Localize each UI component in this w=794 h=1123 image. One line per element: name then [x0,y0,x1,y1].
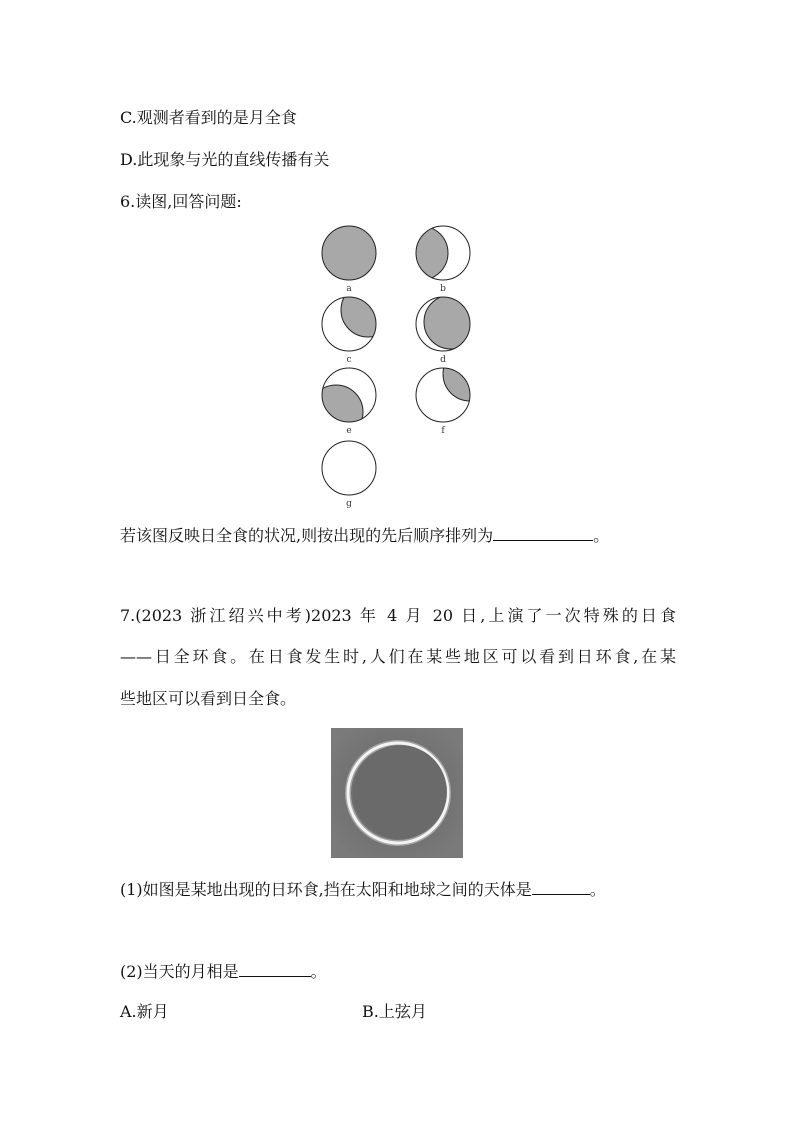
answer-blank-7-2[interactable] [239,961,311,977]
sub-1-text: (1)如图是某地出现的日环食,挡在太阳和地球之间的天体是 [120,880,532,899]
option-c: C.观测者看到的是月全食 [120,108,297,127]
question-7-line-1: 7.(2023 浙江绍兴中考)2023 年 4 月 20 日,上演了一次特殊的日食 [120,606,676,625]
option-d: D.此现象与光的直线传播有关 [120,150,330,169]
answer-blank-7-1[interactable] [532,879,590,895]
sub-2-text: (2)当天的月相是 [120,962,239,981]
label-c: c [346,355,352,365]
label-g: g [346,499,352,509]
label-e: e [346,426,352,436]
answer-blank-6[interactable] [493,525,593,541]
phase-a [322,226,376,280]
label-a: a [346,284,352,294]
phase-c [322,283,395,351]
sub-1-end: 。 [589,880,606,899]
phase-b [394,226,470,280]
question-7-line-3: 些地区可以看到日全食。 [120,689,297,708]
annular-eclipse-photo [331,728,463,858]
eclipse-phases-figure [310,218,490,510]
option-b: B.上弦月 [362,1002,427,1021]
question-6-stem: 6.读图,回答问题: [120,192,242,211]
question-6-text: 若该图反映日全食的状况,则按出现的先后顺序排列为 [120,526,494,545]
phase-e [310,368,376,439]
option-a: A.新月 [120,1002,169,1021]
question-6-end: 。 [593,526,610,545]
label-d: d [440,355,446,365]
annular-ring-image [331,728,463,858]
question-7-line-2: ——日全环食。在日食发生时,人们在某些地区可以看到日环食,在某 [120,647,676,666]
question-7-sub-2 [120,961,327,982]
question-6-prompt [120,525,609,546]
label-f: f [441,426,445,436]
label-b: b [440,284,446,294]
sub-2-end: 。 [310,962,327,981]
question-7-sub-1 [120,879,606,900]
phase-g [322,441,376,495]
phase-d [416,295,478,351]
phase-f [416,347,490,422]
